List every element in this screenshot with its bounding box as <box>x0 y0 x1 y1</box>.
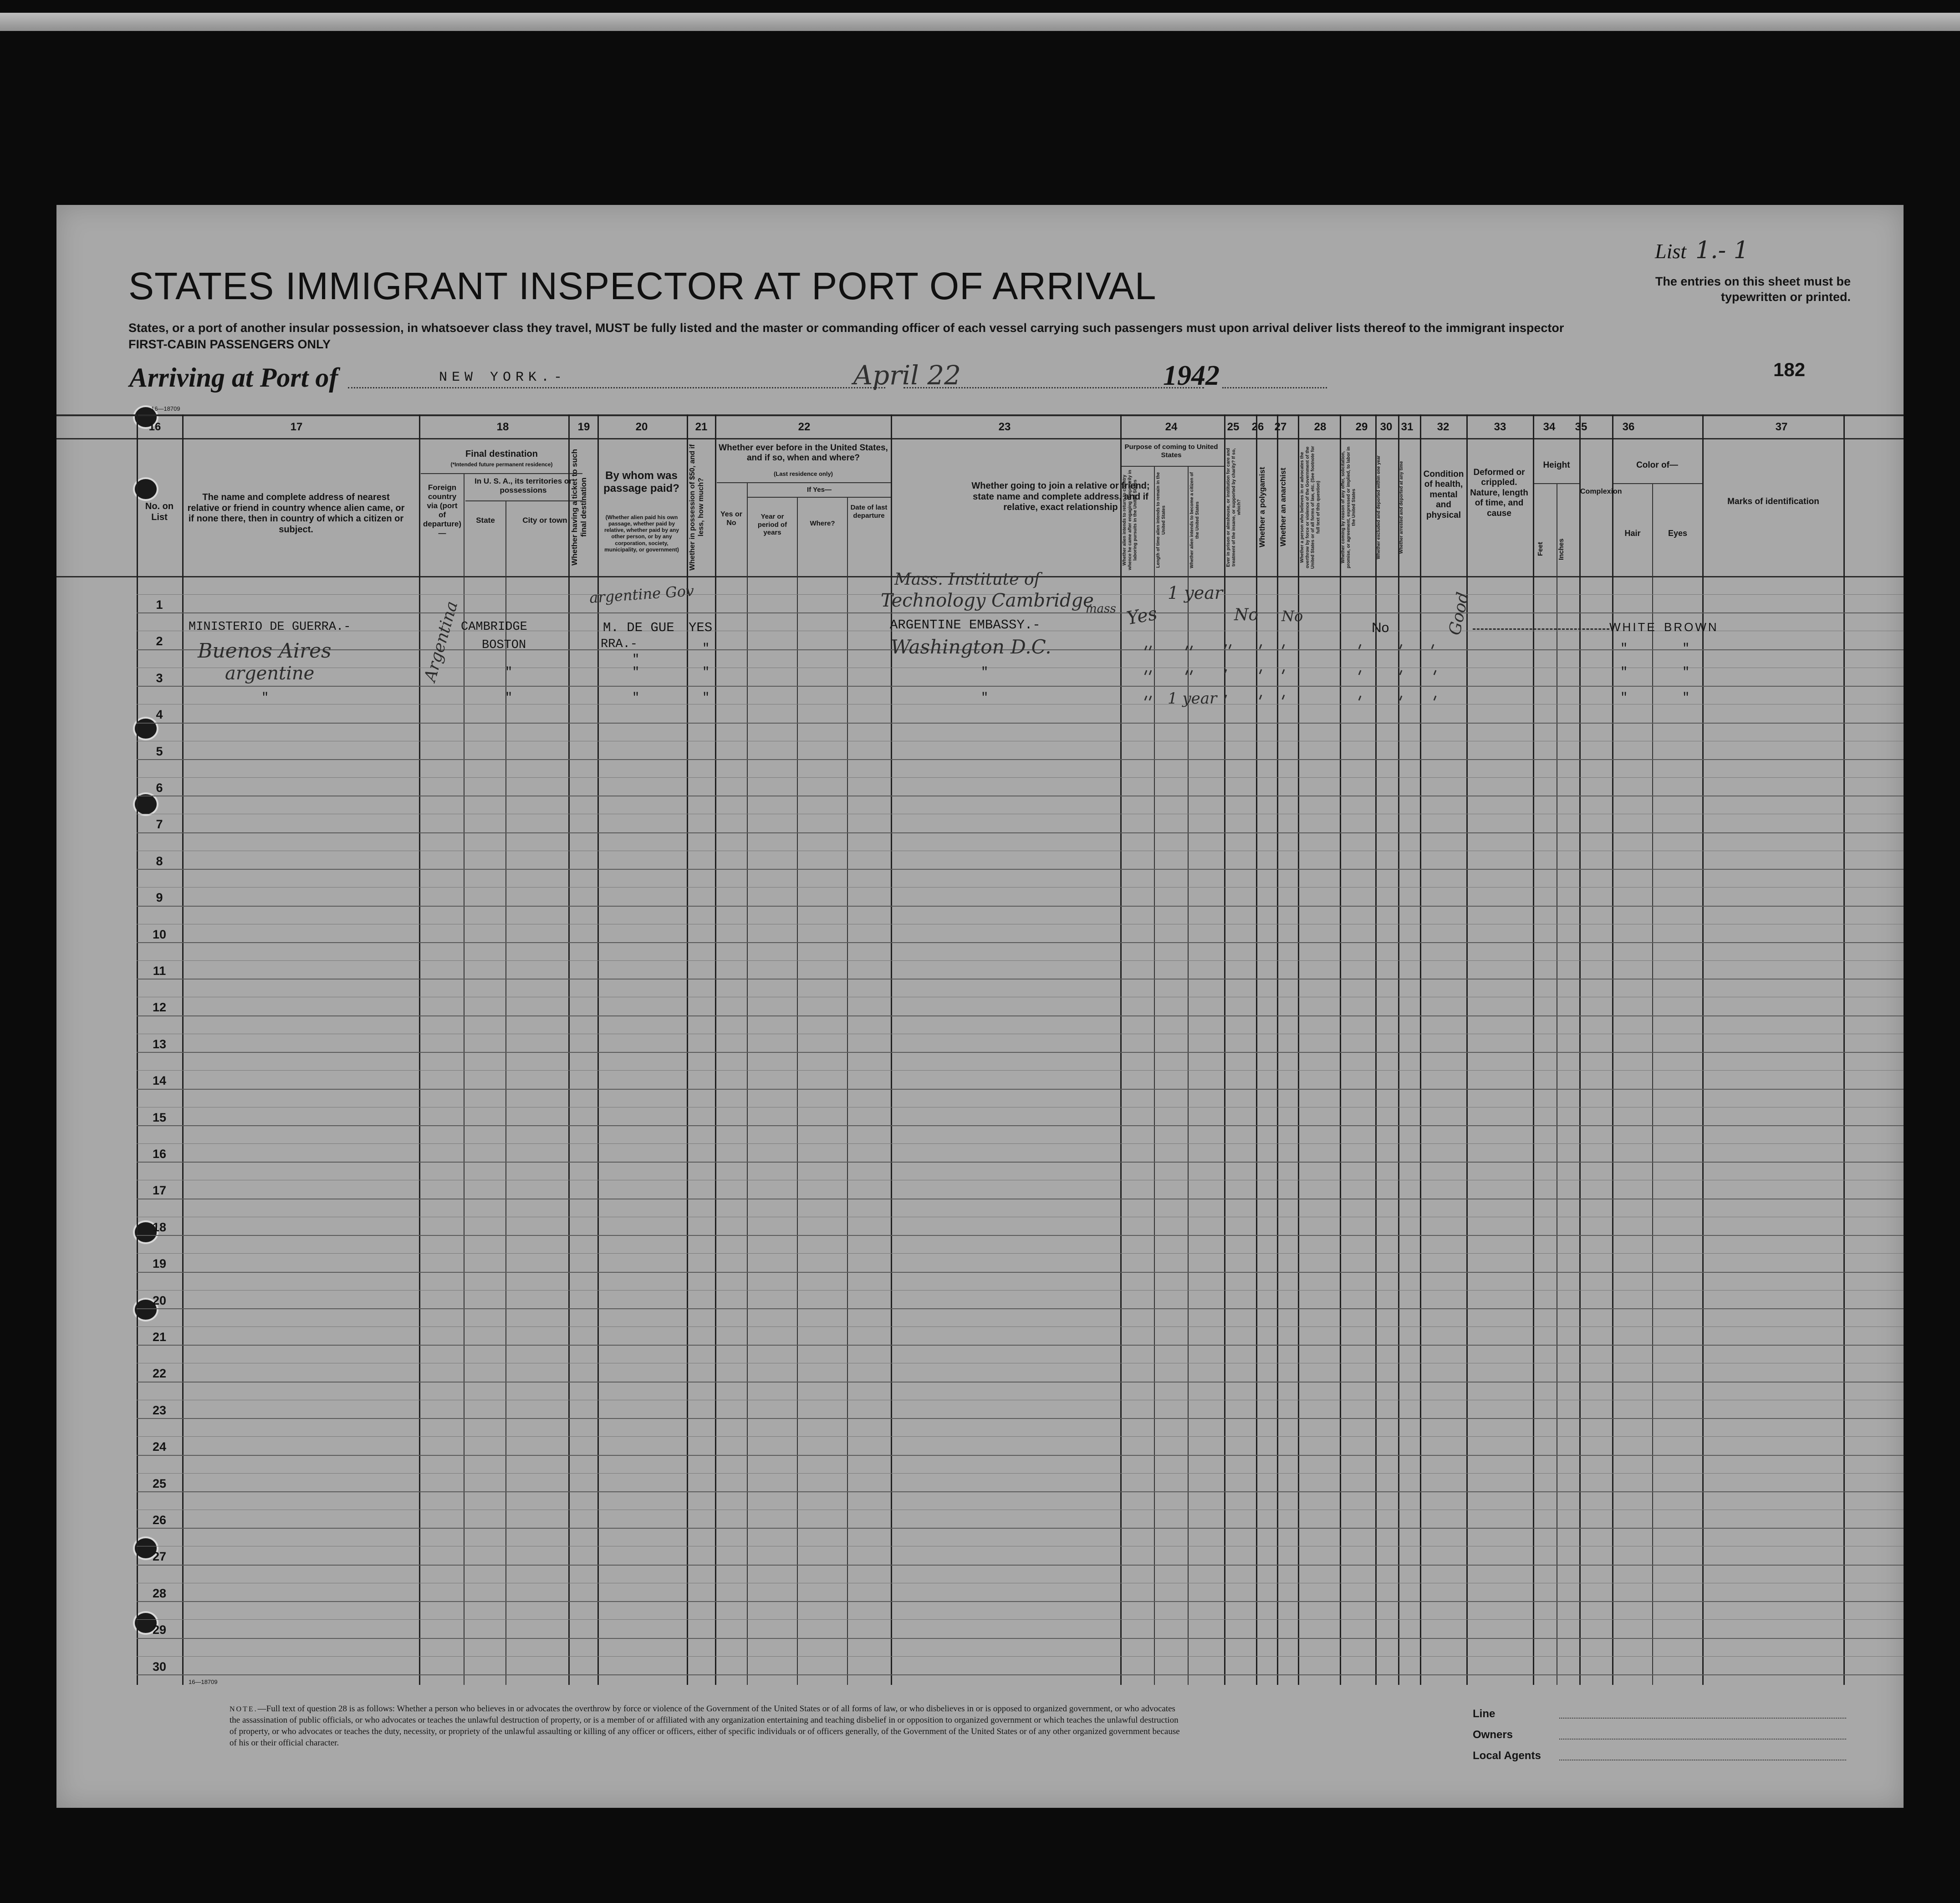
row-rule <box>137 979 1904 980</box>
footnote-lead: NOTE. <box>230 1705 258 1713</box>
ditto-possession-r3: " <box>702 666 710 679</box>
row-half-rule <box>137 960 1904 961</box>
row-rule <box>137 1235 1904 1236</box>
header-condition: Condition of health, mental and physical <box>1423 469 1464 520</box>
row-number: 24 <box>152 1440 167 1454</box>
column-rule <box>1702 414 1704 1685</box>
relative-country-r2: argentine <box>225 663 315 684</box>
column-rule <box>1256 414 1257 1685</box>
row-number: 5 <box>156 744 163 758</box>
header-ever-before-note: (Last residence only) <box>773 470 833 477</box>
column-header-row <box>56 438 1904 577</box>
join-institute-state: mass <box>1086 602 1116 616</box>
paid-by-handwritten: argentine Gov <box>588 582 695 607</box>
header-marks: Marks of identification <box>1727 497 1819 506</box>
column-rule <box>1652 484 1653 1685</box>
dash-rule-r1 <box>1473 628 1609 630</box>
instructions <box>128 320 1564 353</box>
ditto-paid-r3: " <box>632 666 640 679</box>
row-number: 21 <box>152 1330 167 1344</box>
row-half-rule <box>137 1253 1904 1254</box>
row-number: 1 <box>156 598 163 612</box>
header-foreign-country: Foreign country via (port of departure)— <box>423 483 462 538</box>
header-final-destination-note: (*Intended future permanent residence) <box>450 461 553 468</box>
header-anarchist: Whether an anarchist <box>1279 468 1287 547</box>
column-number: 35 <box>1575 421 1587 433</box>
rule <box>465 500 582 501</box>
column-number: 30 <box>1380 421 1393 433</box>
header-ticket: Whether having a ticket to such final destination <box>570 449 588 566</box>
column-rule <box>1533 414 1534 1685</box>
header-arrested: Whether arrested and deported at any time <box>1399 461 1404 554</box>
column-number: 37 <box>1775 421 1788 433</box>
row-rule <box>137 906 1904 907</box>
line-label: Line <box>1473 1708 1496 1720</box>
length-r1: 1 year <box>1168 583 1223 603</box>
column-number: 25 <box>1227 421 1240 433</box>
column-number: 29 <box>1355 421 1368 433</box>
row-number: 11 <box>153 964 166 978</box>
column-rule <box>687 414 688 1685</box>
column-rule <box>1340 414 1341 1685</box>
row-rule <box>137 1345 1904 1346</box>
hair-r1: BROWN <box>1664 620 1719 634</box>
column-number: 36 <box>1622 421 1635 433</box>
line-rule <box>1559 1718 1846 1719</box>
join-institute-line1: Mass. Institute of <box>894 570 1040 589</box>
row-rule <box>137 1125 1904 1126</box>
state-r1: CAMBRIDGE <box>461 620 527 634</box>
header-passage-paid-note: (Whether alien paid his own passage, whether paid by relative, whether paid by any other person, or by any corporation, society, municipality, or government) <box>604 514 679 553</box>
rule <box>421 473 582 474</box>
column-number: 33 <box>1494 421 1506 433</box>
column-rule <box>568 414 570 1685</box>
column-number: 24 <box>1165 421 1178 433</box>
column-rule <box>1843 414 1845 1685</box>
ditto-paid-r4: " <box>632 691 640 705</box>
length-r4: 1 year <box>1168 689 1217 708</box>
header-inches: Inches <box>1557 538 1565 560</box>
rule <box>748 497 891 498</box>
ditto-possession-r4: " <box>702 691 710 705</box>
footnote-text: —Full text of question 28 is as follows: Whether a person who believes in or advocates the overthrow by force or violence of the Government of the United States or of all forms of law, or who disbelieves in or is opposed to organized government, or who advocates the assassination of public officials, or who advocates or teaches the unlawful destruction of property, or is a member of or affiliated with any organization entertaining and teaching disbelief in or opposition to organized government or which teaches the unlawful destruction of property, or who advocates or teaches the duty, necessity, or propriety of the unlawful assaulting or killing of any officer or officers, either of specific individuals or of officers generally, of the Government of the United States or of any other organized government because of his or their official character. <box>230 1704 1180 1748</box>
offer-r1: No <box>1281 607 1303 625</box>
column-rule <box>1120 414 1122 1685</box>
header-purpose-length: Length of time alien intends to remain in the United States <box>1156 472 1166 568</box>
column-rule <box>1277 414 1278 1685</box>
header-offer: Whether coming by reason of any offer, solicitation, promise, or agreement, expressed or implied, to labor in the United States <box>1341 446 1357 568</box>
ditto-tick-marks <box>1140 638 1596 706</box>
column-number: 32 <box>1437 421 1450 433</box>
header-where: Where? <box>810 520 835 527</box>
list-number: 1.- 1 <box>1695 237 1749 264</box>
row-number: 23 <box>152 1403 167 1417</box>
owners-rule <box>1559 1739 1846 1740</box>
row-number: 4 <box>156 708 163 722</box>
row-rule <box>137 1674 1904 1675</box>
column-number: 31 <box>1401 421 1414 433</box>
row-rule <box>137 1162 1904 1163</box>
relative-city-r2: Buenos Aires <box>198 639 332 663</box>
column-rule <box>847 497 848 1685</box>
row-number: 30 <box>152 1659 167 1673</box>
foreign-country-r1: Argentina <box>421 599 462 684</box>
header-if-yes: If Yes— <box>807 486 832 494</box>
arrival-year: 1942 <box>1163 360 1220 391</box>
ditto-hair-r4: " <box>1682 691 1690 705</box>
header-in-usa: In U. S. A., its territories or possessions <box>475 477 572 495</box>
join-r2: ARGENTINE EMBASSY.- <box>890 617 1041 633</box>
complexion-r1: WHITE <box>1609 620 1657 634</box>
rule <box>717 482 891 483</box>
row-number: 27 <box>152 1550 167 1564</box>
header-no-on-list: No. on List <box>145 501 174 522</box>
row-half-rule <box>137 1290 1904 1291</box>
paid-by-r1: M. DE GUE <box>603 620 674 635</box>
row-rule <box>137 1565 1904 1566</box>
row-half-rule <box>137 777 1904 778</box>
row-rule <box>137 1455 1904 1456</box>
header-polygamist: Whether a polygamist <box>1258 467 1266 548</box>
row-rule <box>137 869 1904 870</box>
row-rule <box>137 1491 1904 1492</box>
entries-note: The entries on this sheet must be typewritten or printed. <box>1655 275 1851 304</box>
row-rule <box>137 1015 1904 1016</box>
row-half-rule <box>137 1656 1904 1657</box>
row-number: 19 <box>152 1257 167 1271</box>
port-name: NEW YORK.- <box>439 370 567 385</box>
ditto-join-r4: " <box>981 691 989 705</box>
column-number: 17 <box>290 421 303 433</box>
class-line: FIRST-CABIN PASSENGERS ONLY <box>128 337 331 352</box>
row-rule <box>137 832 1904 833</box>
row-rule <box>137 1052 1904 1053</box>
column-rule <box>715 414 716 1685</box>
column-number: 23 <box>998 421 1011 433</box>
header-purpose: Purpose of coming to United States <box>1124 443 1218 459</box>
column-number: 18 <box>496 421 509 433</box>
column-number: 16 <box>148 421 161 433</box>
ditto-hair-r2: " <box>1682 642 1690 656</box>
ditto-hair-r3: " <box>1682 666 1690 679</box>
row-number: 15 <box>152 1110 167 1124</box>
header-eyes: Eyes <box>1668 529 1688 538</box>
row-rule <box>137 686 1904 687</box>
header-passage-paid: By whom was passage paid? <box>603 469 679 495</box>
row-rule <box>137 942 1904 943</box>
header-ever-before: Whether ever before in the United States, and if so, when and where? <box>719 443 888 463</box>
ditto-complexion-r2: " <box>1620 642 1628 656</box>
city-r2: BOSTON <box>482 638 526 652</box>
column-rule <box>1612 414 1613 1685</box>
row-half-rule <box>137 1143 1904 1144</box>
row-number: 3 <box>156 671 163 685</box>
row-number: 12 <box>152 1000 167 1015</box>
column-number: 19 <box>577 421 590 433</box>
header-complexion: Complexion <box>1580 488 1622 495</box>
column-number: 27 <box>1274 421 1287 433</box>
row-rule <box>137 1089 1904 1090</box>
header-believer: Whether a person who believes in or advocates the overthrow by force or violence of the Government of the United States or of all forms of law, etc. (See footnote for full text of this question) <box>1300 446 1321 569</box>
relative-ditto-r4: " <box>261 691 269 705</box>
row-half-rule <box>137 1473 1904 1474</box>
header-state: State <box>476 516 495 525</box>
header-final-destination: Final destination <box>465 449 538 459</box>
arriving-label: Arriving at Port of <box>129 362 338 393</box>
instruction-line: States, or a port of another insular possession, in whatsoever class they travel, MUST be fully listed and the master or commanding officer of each vessel carrying such passengers must upon arrival deliver lists thereof to the immigrant inspector <box>128 321 1564 335</box>
scanner-top-strip <box>0 13 1960 31</box>
relative-address-r1: MINISTERIO DE GUERRA.- <box>189 620 351 634</box>
ditto-complexion-r3: " <box>1620 666 1628 679</box>
row-rule <box>137 1528 1904 1529</box>
header-nearest-relative: The name and complete address of nearest relative or friend in country whence alien came, or if none there, then in country of which a citizen or subject. <box>187 492 405 535</box>
header-date-of-departure: Date of last departure <box>850 504 888 520</box>
header-city-or-town: City or town <box>522 516 567 525</box>
year-rule <box>1222 387 1327 388</box>
column-number-row <box>56 414 1904 439</box>
footnote <box>230 1703 1186 1749</box>
ditto-join-r3: " <box>981 666 989 679</box>
row-number: 2 <box>156 634 163 648</box>
column-number: 28 <box>1314 421 1327 433</box>
header-purpose-citizen: Whether alien intends to become a citizen of the United States <box>1189 472 1200 568</box>
row-number: 7 <box>156 817 163 832</box>
header-deformed: Deformed or crippled. Nature, length of time, and cause <box>1470 468 1528 518</box>
list-label: List 1.- 1 <box>1655 237 1749 264</box>
row-number: 26 <box>152 1513 167 1527</box>
column-number: 26 <box>1251 421 1264 433</box>
column-rule <box>1375 414 1377 1685</box>
column-number: 22 <box>798 421 811 433</box>
column-number: 21 <box>695 421 708 433</box>
join-institute-line2: Technology Cambridge <box>881 590 1094 611</box>
row-number: 22 <box>152 1367 167 1381</box>
possession-r1: YES <box>689 620 713 635</box>
header-going-to-join: Whether going to join a relative or friend; state name and complete address, and if relative, exact relationship <box>971 481 1150 513</box>
row-rule <box>137 1308 1904 1309</box>
owners-label: Owners <box>1473 1729 1513 1741</box>
header-excluded-year: Whether excluded and deported within one year <box>1376 455 1381 559</box>
column-rule <box>419 414 420 1685</box>
paid-by-r2: RRA.- <box>601 638 638 651</box>
column-rule <box>1224 414 1225 1685</box>
manifest-sheet <box>56 205 1904 1808</box>
column-number: 20 <box>635 421 648 433</box>
row-half-rule <box>137 1326 1904 1327</box>
header-yes-or-no: Yes or No <box>720 510 743 527</box>
row-number: 25 <box>152 1476 167 1490</box>
row-rule <box>137 1638 1904 1639</box>
column-number: 34 <box>1543 421 1556 433</box>
row-number: 20 <box>152 1293 167 1307</box>
row-number: 16 <box>152 1147 167 1161</box>
ditto-complexion-r4: " <box>1620 691 1628 705</box>
rule <box>1534 483 1579 484</box>
purpose-r1: Yes <box>1125 603 1159 629</box>
header-height: Height <box>1543 460 1570 470</box>
row-number: 9 <box>156 891 163 905</box>
form-number: 16—18709 <box>151 405 180 412</box>
row-rule <box>137 759 1904 760</box>
header-purpose-return: Whether alien intends to return to country whence he came after engaging temporarily in laboring pursuits in the United States <box>1122 469 1138 571</box>
row-number: 6 <box>156 781 163 795</box>
row-half-rule <box>137 1436 1904 1437</box>
anarchist-r1: No <box>1372 620 1389 635</box>
row-half-rule <box>137 1619 1904 1620</box>
row-rule <box>137 1382 1904 1383</box>
row-number: 14 <box>152 1074 167 1088</box>
row-half-rule <box>137 1070 1904 1071</box>
column-rule <box>182 414 184 1685</box>
ditto-possession-r2: " <box>702 642 710 656</box>
column-rule <box>1420 414 1421 1685</box>
page-title: STATES IMMIGRANT INSPECTOR AT PORT OF ARRIVAL <box>128 265 1157 307</box>
column-rule <box>1579 414 1581 1685</box>
column-rule <box>747 483 748 1685</box>
row-rule <box>137 1418 1904 1419</box>
column-rule <box>1298 414 1299 1685</box>
row-rule <box>137 612 1904 613</box>
ditto-paid-r2: " <box>632 653 640 667</box>
column-rule <box>797 497 798 1685</box>
header-year-or-period: Year or period of years <box>757 513 787 537</box>
local-agents-label: Local Agents <box>1473 1750 1541 1762</box>
row-number: 10 <box>152 927 167 941</box>
column-rule <box>1398 414 1399 1685</box>
row-rule <box>137 1601 1904 1602</box>
header-possession-50: Whether in possession of $50, and if less, how much? <box>689 444 705 571</box>
row-rule <box>137 723 1904 724</box>
health-r1: Good <box>1445 590 1473 637</box>
row-number: 29 <box>152 1623 167 1637</box>
port-rule <box>348 387 885 388</box>
header-prison: Ever in prison or almshouse, or institution for care and treatment of the insane, or supported by charity? If so, which? <box>1226 448 1242 567</box>
rule <box>1613 483 1702 484</box>
ditto-r4: " <box>505 691 513 705</box>
row-number: 18 <box>152 1220 167 1234</box>
arrival-date: April 22 <box>853 360 961 391</box>
row-number: 28 <box>152 1586 167 1600</box>
row-number: 8 <box>156 854 163 868</box>
row-number: 13 <box>152 1037 167 1051</box>
header-color-of: Color of— <box>1636 460 1678 470</box>
form-number-bottom: 16—18709 <box>189 1679 218 1685</box>
row-number: 17 <box>152 1184 167 1198</box>
header-hair: Hair <box>1624 529 1641 538</box>
join-embassy-address: Washington D.C. <box>891 636 1051 658</box>
ditto-r3: " <box>505 666 513 679</box>
sheet-number: 182 <box>1773 359 1806 380</box>
header-feet: Feet <box>1536 542 1544 556</box>
row-rule <box>137 1272 1904 1273</box>
rule <box>1121 466 1224 467</box>
row-half-rule <box>137 887 1904 888</box>
citizen-r1: No <box>1234 606 1259 624</box>
